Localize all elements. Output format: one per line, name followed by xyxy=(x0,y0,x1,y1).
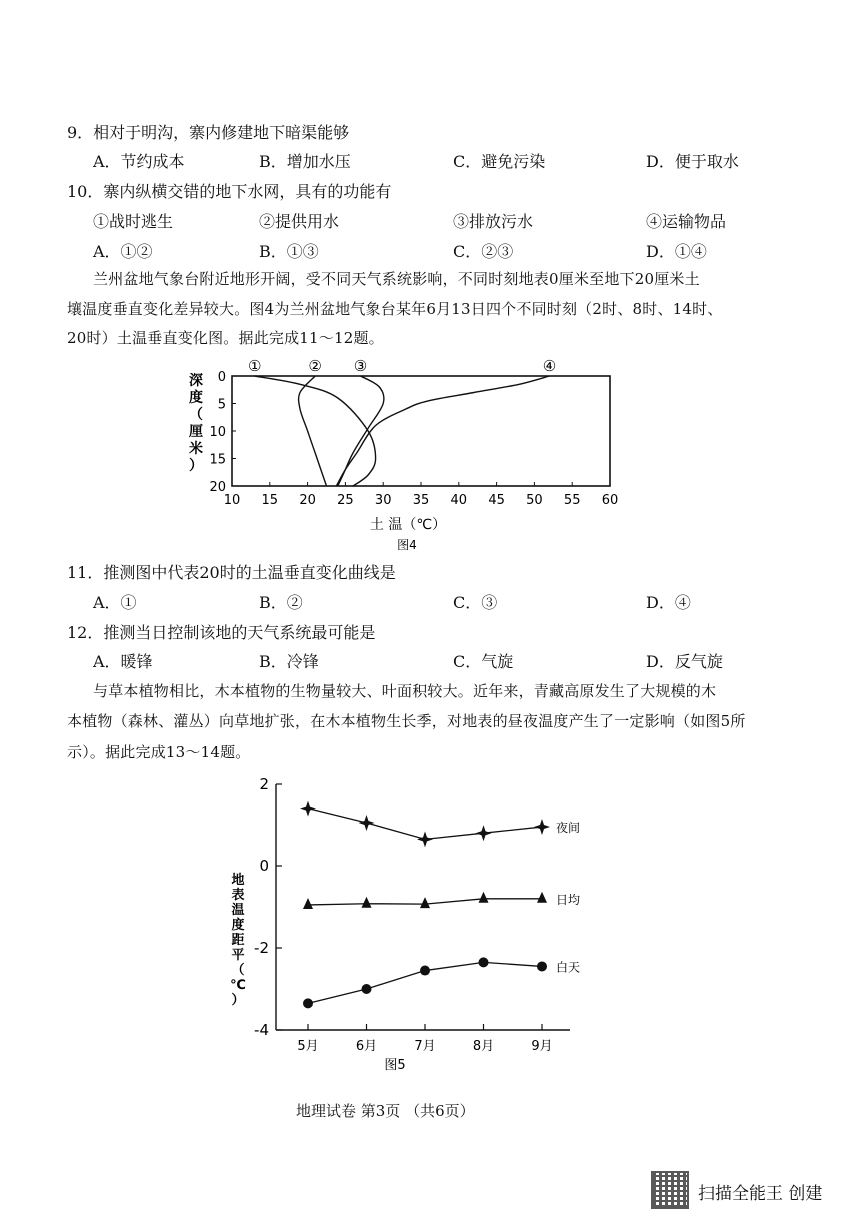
curve-label-1: ① xyxy=(247,357,262,375)
data-point-circle xyxy=(420,966,430,976)
x-tick-label: 30 xyxy=(374,493,392,508)
q10-option-c: C．②③ xyxy=(453,242,514,261)
data-point-star xyxy=(359,815,375,831)
x-tick-label: 9月 xyxy=(531,1039,553,1054)
q9-option-a: A．节约成本 xyxy=(93,152,185,171)
page-footer: 地理试卷 第3页 （共6页） xyxy=(296,1102,475,1120)
data-point-star xyxy=(476,825,492,841)
data-point-star xyxy=(534,819,550,835)
y-tick-label: 5 xyxy=(217,397,226,413)
x-tick-label: 15 xyxy=(261,493,279,508)
q11-option-c: C．③ xyxy=(453,593,498,612)
q10-item-3: ③排放污水 xyxy=(453,212,534,231)
data-point-triangle xyxy=(537,892,547,903)
y-axis-title-char: ℃ xyxy=(230,978,246,993)
q12-option-a: A．暖锋 xyxy=(93,652,153,671)
figure-4-caption: 图4 xyxy=(397,538,417,552)
q12-option-c: C．气旋 xyxy=(453,652,514,671)
y-axis-title-char: 温 xyxy=(231,903,245,918)
data-point-star xyxy=(417,831,433,847)
q10-option-b: B．①③ xyxy=(259,242,319,261)
data-point-star xyxy=(300,801,316,817)
x-tick-label: 8月 xyxy=(472,1039,495,1054)
q10-stem: 10．寨内纵横交错的地下水网，具有的功能有 xyxy=(67,182,392,201)
x-tick-label: 60 xyxy=(601,493,619,508)
y-axis-title-char: 米 xyxy=(189,441,203,457)
y-tick-label: 20 xyxy=(209,480,226,495)
y-axis-title-char: 厘 xyxy=(189,424,203,440)
y-tick-label: -2 xyxy=(254,939,269,957)
x-tick-label: 20 xyxy=(299,493,316,508)
curve-label-3: ③ xyxy=(353,357,368,375)
x-tick-label: 55 xyxy=(563,493,581,508)
passage1-line2: 壤温度垂直变化差异较大。图4为兰州盆地气象台某年6月13日四个不同时刻（2时、8时、14时、 xyxy=(67,300,723,318)
x-axis-title: 土 温（℃） xyxy=(369,517,447,533)
passage1-line3: 20时）土温垂直变化图。据此完成11～12题。 xyxy=(67,329,384,347)
series-label: 夜间 xyxy=(556,821,581,836)
x-tick-label: 25 xyxy=(337,493,354,508)
passage2-line1: 与草本植物相比，木本植物的生物量较大、叶面积较大。近年来，青藏高原发生了大规模的木 xyxy=(93,682,717,700)
data-point-circle xyxy=(537,961,547,971)
data-point-triangle xyxy=(362,897,372,908)
qr-code-icon xyxy=(651,1171,689,1209)
q10-option-d: D．①④ xyxy=(646,242,707,261)
y-axis-title-char: 表 xyxy=(231,888,245,903)
data-point-circle xyxy=(479,957,489,967)
y-axis-title-char: 距 xyxy=(231,933,245,948)
y-axis-title-char: ） xyxy=(189,458,203,474)
q10-item-1: ①战时逃生 xyxy=(93,212,174,231)
y-axis-title-char: 地 xyxy=(231,873,245,888)
y-tick-label: 0 xyxy=(217,370,226,385)
data-point-circle xyxy=(362,984,372,994)
q11-option-b: B．② xyxy=(259,593,303,612)
figure-5-surface-temperature-anomaly-chart xyxy=(220,772,600,1082)
x-tick-label: 7月 xyxy=(414,1039,436,1054)
q10-item-4: ④运输物品 xyxy=(646,212,727,231)
q11-stem: 11．推测图中代表20时的土温垂直变化曲线是 xyxy=(67,563,396,582)
curve-label-2: ② xyxy=(308,357,322,375)
x-tick-label: 35 xyxy=(412,493,430,508)
y-axis-title-char: 平 xyxy=(231,948,245,963)
plot-frame xyxy=(232,376,610,486)
q11-option-a: A．① xyxy=(93,593,137,612)
q9-option-c: C．避免污染 xyxy=(453,152,546,171)
q11-option-d: D．④ xyxy=(646,593,691,612)
x-tick-label: 6月 xyxy=(355,1039,378,1054)
y-tick-label: 10 xyxy=(209,425,226,440)
data-point-circle xyxy=(303,998,313,1008)
y-axis-title-char: 度 xyxy=(231,918,245,933)
q9-option-d: D．便于取水 xyxy=(646,152,739,171)
curve-1 xyxy=(255,376,376,486)
passage2-line3: 示）。据此完成13～14题。 xyxy=(67,743,251,761)
y-tick-label: -4 xyxy=(254,1021,269,1039)
x-tick-label: 45 xyxy=(488,493,505,508)
passage2-line2: 本植物（森林、灌丛）向草地扩张，在木本植物生长季，对地表的昼夜温度产生了一定影响（如图5所 xyxy=(67,712,746,730)
y-axis-title-char: （ xyxy=(189,407,203,423)
x-tick-label: 5月 xyxy=(297,1039,319,1054)
y-axis-title-char: 深 xyxy=(189,373,203,389)
scanner-watermark: 扫描全能王 创建 xyxy=(698,1184,823,1204)
y-tick-label: 15 xyxy=(209,452,226,468)
q12-option-b: B．冷锋 xyxy=(259,652,319,671)
figure-4-soil-temperature-chart xyxy=(180,355,630,555)
figure-5-caption: 图5 xyxy=(384,1058,406,1073)
y-axis-title-char: ） xyxy=(231,993,245,1008)
curve-label-4: ④ xyxy=(542,357,557,375)
passage1-line1: 兰州盆地气象台附近地形开阔，受不同天气系统影响，不同时刻地表0厘米至地下20厘米土 xyxy=(93,270,700,288)
x-tick-label: 40 xyxy=(450,493,468,508)
y-axis-title-char: 度 xyxy=(189,390,203,406)
q12-stem: 12．推测当日控制该地的天气系统最可能是 xyxy=(67,623,376,642)
q9-option-b: B．增加水压 xyxy=(259,152,351,171)
x-tick-label: 50 xyxy=(526,493,543,508)
data-point-triangle xyxy=(479,892,489,903)
q9-stem: 9．相对于明沟，寨内修建地下暗渠能够 xyxy=(67,123,350,142)
q12-option-d: D．反气旋 xyxy=(646,652,723,671)
q10-option-a: A．①② xyxy=(93,242,153,261)
y-tick-label: 0 xyxy=(259,857,269,875)
data-point-triangle xyxy=(420,897,430,908)
series-label: 白天 xyxy=(556,960,581,975)
y-tick-label: 2 xyxy=(259,775,269,793)
curve-2 xyxy=(299,376,327,486)
q10-item-2: ②提供用水 xyxy=(259,212,340,231)
series-label: 日均 xyxy=(556,892,581,907)
x-tick-label: 10 xyxy=(223,493,241,508)
y-axis-title-char: （ xyxy=(231,963,245,978)
data-point-triangle xyxy=(303,898,313,909)
